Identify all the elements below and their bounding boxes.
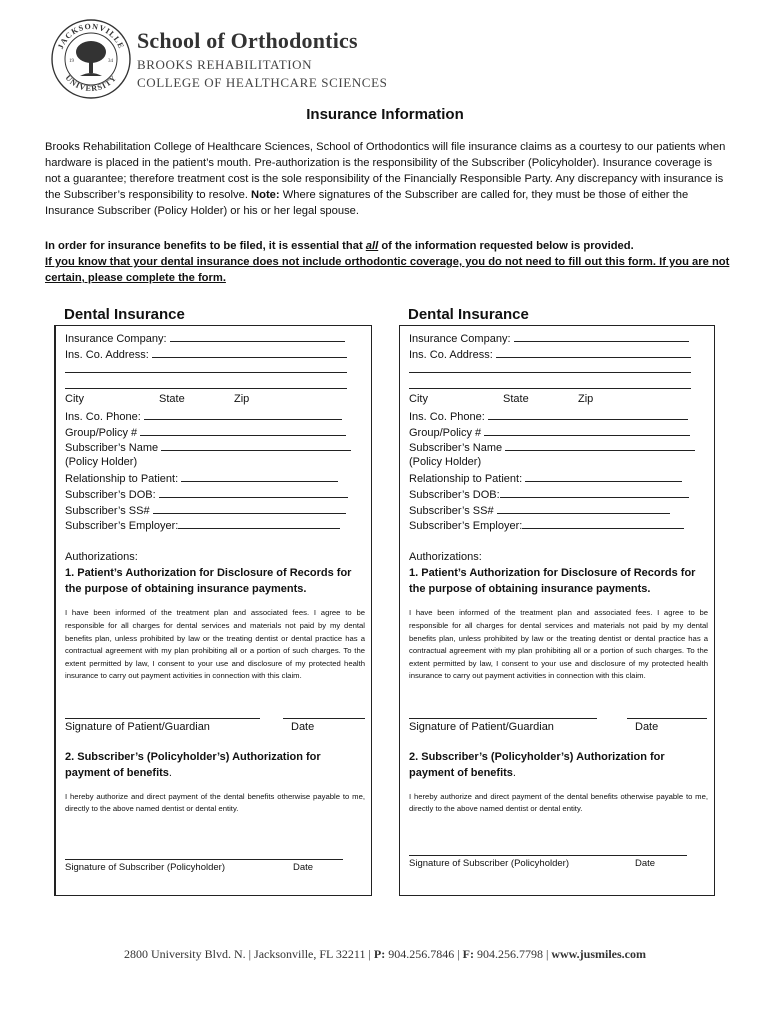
seal-year-right: 34	[108, 59, 113, 64]
college-line-2: COLLEGE OF HEALTHCARE SCIENCES	[137, 75, 388, 90]
left-section-heading: Dental Insurance	[64, 306, 185, 323]
right-section-heading: Dental Insurance	[408, 306, 529, 323]
auth1-heading: 1. Patient’s Authorization for Disclosure of Records for the purpose of obtaining insurance payments.	[409, 567, 696, 596]
university-seal-logo	[50, 18, 132, 100]
relationship-field[interactable]	[525, 470, 682, 482]
insurance-company-field[interactable]	[514, 330, 689, 342]
address-line-2[interactable]	[409, 361, 691, 373]
page-title: Insurance Information	[306, 106, 464, 123]
auth2-heading: 2. Subscriber’s (Policyholder’s) Authorization for payment of benefits.	[65, 750, 321, 779]
seal-top-text: JACKSONVILLE	[55, 21, 127, 51]
school-name: School of Orthodontics	[137, 28, 358, 53]
left-insurance-form: Insurance Company: Ins. Co. Address: City State Zip Ins. Co. Phone: Group/Policy # Subscriber’s Name (Policy Holder) Relationship to Patient: Subscriber’s DOB: Subscriber’s SS# Subscriber’s Employer: Authorizations: 1. Patient’s Authorization for Disclosure of Records for the purpose of obtaining insurance payments. I have been informed of the treatment plan and associated fees. I agree to be responsible for all charges for dental services and materials not paid by my dental benefits plan, unless prohibited by law or the treating dentist or dental practice has a contractual agreement with my plan prohibiting all or a portion of such charges. To the extent permitted by law, I consent to your use and disclosure of my protected health insurance to carry out payment activities in connection with this claim. Signature of Patient/Guardian Date 2. Subscriber’s (Policyholder’s) Authorization for payment of benefits. I hereby authorize and direct payment of the dental benefits otherwise payable to me, directly to the above named dentist or dental entity. Signature of Subscriber (Policyholder) Date	[54, 325, 372, 896]
group-policy-field[interactable]	[484, 424, 690, 436]
college-line-1: BROOKS REHABILITATION	[137, 57, 313, 72]
phone-field[interactable]	[144, 408, 342, 420]
address-field[interactable]	[152, 346, 347, 358]
subscriber-name-field[interactable]	[505, 439, 695, 451]
right-insurance-form: Insurance Company: Ins. Co. Address: City State Zip Ins. Co. Phone: Group/Policy # Subscriber’s Name (Policy Holder) Relationship to Patient: Subscriber’s DOB: Subscriber’s SS# Subscriber’s Employer: Authorizations: 1. Patient’s Authorization for Disclosure of Records for the purpose of obtaining insurance payments. I have been informed of the treatment plan and associated fees. I agree to be responsible for all charges for dental services and materials not paid by my dental benefits plan, unless prohibited by law or the treating dentist or dental practice has a contractual agreement with my plan prohibiting all or a portion of such charges. To the extent permitted by law, I consent to your use and disclosure of my protected health insurance to carry out payment activities in connection with this claim. Signature of Patient/Guardian Date 2. Subscriber’s (Policyholder’s) Authorization for payment of benefits. I hereby authorize and direct payment of the dental benefits otherwise payable to me, directly to the above named dentist or dental entity. Signature of Subscriber (Policyholder) Date	[399, 325, 715, 896]
auth1-heading: 1. Patient’s Authorization for Disclosure of Records for the purpose of obtaining insurance payments.	[65, 567, 352, 596]
svg-text:UNIVERSITY	[63, 73, 118, 93]
auth1-text: I have been informed of the treatment plan and associated fees. I agree to be responsible for all charges for dental services and materials not paid by my dental benefits plan, unless prohibited by law or the treating dentist or dental practice has a contractual agreement with my plan prohibiting all or a portion of such charges. To the extent permitted by law, I consent to your use and disclosure of my protected health insurance to carry out payment activities in connection with this claim.	[409, 608, 708, 681]
address-line-3[interactable]	[65, 377, 347, 389]
intro-paragraph: Brooks Rehabilitation College of Healthcare Sciences, School of Orthodontics will file insurance claims as a courtesy to our patients when hardware is placed in the patient’s mouth. Pre-authorization is the responsibility of the Subscriber (Policyholder). Insurance coverage is not a guarantee; therefore treatment cost is the sole responsibility of the Financially Responsible Party. Any discrepancy with insurance is the Subscriber’s responsibility to resolve. Note: Where signatures of the Subscriber are called for, they must be those of either the Insurance Subscriber (Policy Holder) or his or her legal spouse.	[45, 141, 726, 217]
dob-field[interactable]	[159, 486, 348, 498]
address-line-3[interactable]	[409, 377, 691, 389]
ssn-field[interactable]	[153, 502, 346, 514]
dob-field[interactable]	[500, 486, 689, 498]
auth1-text: I have been informed of the treatment plan and associated fees. I agree to be responsible for all charges for dental services and materials not paid by my dental benefits plan, unless prohibited by law or the treating dentist or dental practice has a contractual agreement with my plan prohibiting all or a portion of such charges. To the extent permitted by law, I consent to your use and disclosure of my protected health insurance to carry out payment activities in connection with this claim.	[65, 608, 365, 681]
footer-contact: 2800 University Blvd. N. | Jacksonville, FL 32211 | P: 904.256.7846 | F: 904.256.7798 | www.jusmiles.com	[123, 947, 647, 961]
auth2-text: I hereby authorize and direct payment of the dental benefits otherwise payable to me, directly to the above named dentist or dental entity.	[409, 791, 708, 814]
seal-bottom-text: UNIVERSITY	[63, 73, 119, 94]
employer-field[interactable]	[522, 517, 684, 529]
notice-paragraph: In order for insurance benefits to be filed, it is essential that all of the information requested below is provided. If you know that your dental insurance does not include orthodontic coverage, you do not need to fill out this form. If you are not certain, please complete the form.	[45, 240, 730, 284]
ssn-field[interactable]	[497, 502, 670, 514]
seal-year-left: 19	[69, 59, 74, 64]
phone-field[interactable]	[488, 408, 688, 420]
relationship-field[interactable]	[181, 470, 338, 482]
auth2-text: I hereby authorize and direct payment of the dental benefits otherwise payable to me, directly to the above named dentist or dental entity.	[65, 791, 365, 814]
address-line-2[interactable]	[65, 361, 347, 373]
insurance-company-field[interactable]	[170, 330, 345, 342]
subscriber-name-field[interactable]	[161, 439, 351, 451]
address-field[interactable]	[496, 346, 691, 358]
auth2-heading: 2. Subscriber’s (Policyholder’s) Authorization for payment of benefits.	[409, 750, 665, 779]
group-policy-field[interactable]	[140, 424, 346, 436]
employer-field[interactable]	[178, 517, 340, 529]
tree-icon	[76, 41, 106, 76]
